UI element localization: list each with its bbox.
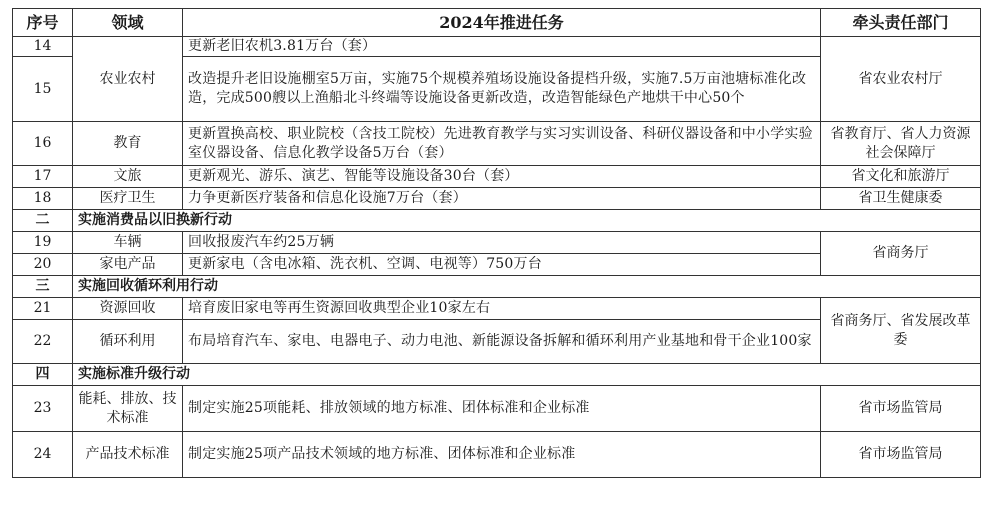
field-cell: 家电产品 — [73, 254, 183, 276]
row-number: 23 — [13, 386, 73, 432]
dept-cell: 省市场监管局 — [821, 386, 981, 432]
task-cell: 布局培育汽车、家电、电器电子、动力电池、新能源设备拆解和循环利用产业基地和骨干企业100家 — [183, 320, 821, 364]
task-cell: 更新老旧农机3.81万台（套） — [183, 37, 821, 57]
dept-cell: 省商务厅 — [821, 232, 981, 276]
section-title: 实施消费品以旧换新行动 — [73, 210, 981, 232]
table-row — [13, 37, 981, 57]
section-row — [13, 364, 981, 386]
dept-cell: 省卫生健康委 — [821, 188, 981, 210]
table-row — [13, 386, 981, 432]
field-cell: 资源回收 — [73, 298, 183, 320]
table-row — [13, 298, 981, 320]
section-title: 实施标准升级行动 — [73, 364, 981, 386]
row-number: 21 — [13, 298, 73, 320]
dept-cell: 省商务厅、省发展改革委 — [821, 298, 981, 364]
dept-cell: 省农业农村厅 — [821, 37, 981, 122]
table-row — [13, 232, 981, 254]
header-field: 领域 — [73, 9, 183, 37]
section-title: 实施回收循环利用行动 — [73, 276, 981, 298]
field-cell: 医疗卫生 — [73, 188, 183, 210]
dept-cell: 省市场监管局 — [821, 432, 981, 478]
row-number: 16 — [13, 122, 73, 166]
task-cell: 更新观光、游乐、演艺、智能等设施设备30台（套） — [183, 166, 821, 188]
table-row — [13, 122, 981, 166]
field-cell: 产品技术标准 — [73, 432, 183, 478]
field-cell: 农业农村 — [73, 37, 183, 122]
dept-cell: 省文化和旅游厅 — [821, 166, 981, 188]
field-cell: 能耗、排放、技术标准 — [73, 386, 183, 432]
row-number: 17 — [13, 166, 73, 188]
section-number: 二 — [13, 210, 73, 232]
table-row — [13, 188, 981, 210]
section-row — [13, 210, 981, 232]
task-cell: 制定实施25项产品技术领域的地方标准、团体标准和企业标准 — [183, 432, 821, 478]
field-cell: 循环利用 — [73, 320, 183, 364]
row-number: 15 — [13, 57, 73, 122]
task-cell: 更新家电（含电冰箱、洗衣机、空调、电视等）750万台 — [183, 254, 821, 276]
dept-cell: 省教育厅、省人力资源社会保障厅 — [821, 122, 981, 166]
row-number: 19 — [13, 232, 73, 254]
row-number: 14 — [13, 37, 73, 57]
section-number: 四 — [13, 364, 73, 386]
row-number: 20 — [13, 254, 73, 276]
row-number: 24 — [13, 432, 73, 478]
document-page — [12, 8, 981, 478]
table-row — [13, 166, 981, 188]
section-row — [13, 276, 981, 298]
task-cell: 回收报废汽车约25万辆 — [183, 232, 821, 254]
task-table — [12, 8, 981, 478]
section-number: 三 — [13, 276, 73, 298]
task-cell: 更新置换高校、职业院校（含技工院校）先进教育教学与实习实训设备、科研仪器设备和中小学实验室仪器设备、信息化教学设备5万台（套） — [183, 122, 821, 166]
row-number: 22 — [13, 320, 73, 364]
header-task: 2024年推进任务 — [183, 9, 821, 37]
field-cell: 文旅 — [73, 166, 183, 188]
field-cell: 教育 — [73, 122, 183, 166]
task-cell: 力争更新医疗装备和信息化设施7万台（套） — [183, 188, 821, 210]
table-header-row — [13, 9, 981, 37]
task-cell: 培育废旧家电等再生资源回收典型企业10家左右 — [183, 298, 821, 320]
task-cell: 改造提升老旧设施棚室5万亩，实施75个规模养殖场设施设备提档升级，实施7.5万亩池塘标准化改造，完成500艘以上渔船北斗终端等设施设备更新改造，改造智能绿色产地烘干中心50个 — [183, 57, 821, 122]
field-cell: 车辆 — [73, 232, 183, 254]
task-cell: 制定实施25项能耗、排放领域的地方标准、团体标准和企业标准 — [183, 386, 821, 432]
header-no: 序号 — [13, 9, 73, 37]
table-row — [13, 432, 981, 478]
header-dept: 牵头责任部门 — [821, 9, 981, 37]
row-number: 18 — [13, 188, 73, 210]
